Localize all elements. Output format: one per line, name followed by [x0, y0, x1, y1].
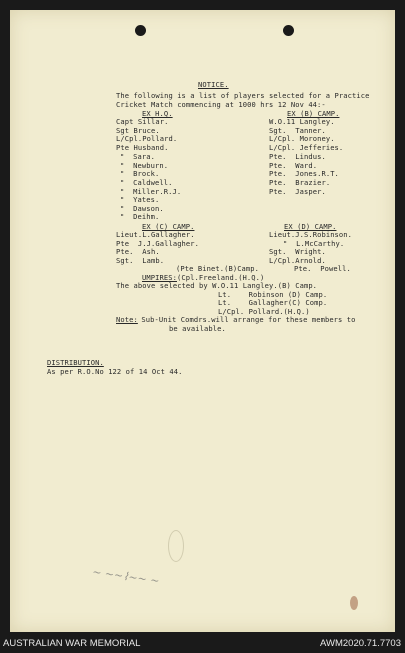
distribution-heading: DISTRIBUTION.	[47, 358, 104, 367]
d-camp-player: L/Cpl.Arnold.	[269, 256, 326, 265]
note-label: Note:	[116, 315, 138, 324]
c-camp-player: Lieut.L.Gallagher.	[116, 230, 195, 239]
selected-by-line: The above selected by W.O.11 Langley.(B) Camp.	[116, 281, 318, 290]
c-camp-player: Sgt. Lamb.	[116, 256, 165, 265]
b-camp-player: Pte. Brazier.	[269, 178, 331, 187]
b-camp-player: L/Cpl. Jefferies.	[269, 143, 344, 152]
hq-player: " Deihm.	[120, 212, 160, 221]
selector-line: L/Cpl. Pollard.(H.Q.)	[218, 307, 310, 316]
hq-player: " Brock.	[120, 169, 160, 178]
b-camp-header: EX (B) CAMP.	[287, 109, 340, 118]
binet-line: (Pte Binet.(B)Camp.	[176, 264, 260, 273]
hq-player: Pte Husband.	[116, 143, 169, 152]
b-camp-player: L/Cpl. Moroney.	[269, 134, 335, 143]
b-camp-player: Pte. Lindus.	[269, 152, 326, 161]
archive-footer	[0, 632, 405, 653]
c-camp-player: Pte. Ash.	[116, 247, 160, 256]
d-camp-player: Sgt. Wright.	[269, 247, 326, 256]
note-text: Sub-Unit Comdrs.will arrange for these members to	[137, 315, 356, 324]
archive-name: AUSTRALIAN WAR MEMORIAL	[3, 638, 141, 649]
umpires-text: (Cpl.Freeland.(H.Q.)	[177, 273, 265, 282]
document-page	[10, 10, 395, 632]
intro-line-2: Cricket Match commencing at 1000 hrs 12 Nov 44:-	[116, 100, 326, 109]
b-camp-player: Pte. Jones.R.T.	[269, 169, 339, 178]
d-camp-player: " L.McCarthy.	[283, 239, 345, 248]
intro-line-1: The following is a list of players selected for a Practice	[116, 91, 370, 100]
c-camp-header: EX (C) CAMP.	[142, 222, 195, 231]
ink-stain	[350, 596, 358, 610]
c-camp-player: Pte J.J.Gallagher.	[116, 239, 200, 248]
hq-player: Sgt Bruce.	[116, 126, 160, 135]
note-text: be available.	[169, 324, 226, 333]
selector-line: Lt. Robinson (D) Camp.	[218, 290, 328, 299]
distribution-text: As per R.O.No 122 of 14 Oct 44.	[47, 367, 183, 376]
handwritten-scribble: ~ ~~⌇~~ ~	[91, 565, 161, 588]
archive-id: AWM2020.71.7703	[320, 638, 401, 649]
hq-player: " Miller.R.J.	[120, 187, 182, 196]
hq-player: " Sara.	[120, 152, 155, 161]
d-camp-header: EX (D) CAMP.	[284, 222, 337, 231]
b-camp-player: Pte. Jasper.	[269, 187, 326, 196]
faint-smudge	[168, 530, 184, 562]
hq-player: " Caldwell.	[120, 178, 173, 187]
punch-hole-right	[283, 25, 294, 36]
umpires-label: UMPIRES:	[142, 273, 177, 282]
b-camp-player: W.O.11 Langley.	[269, 117, 335, 126]
hq-header: EX H.Q.	[142, 109, 173, 118]
hq-player: " Dawson.	[120, 204, 164, 213]
hq-player: " Yates.	[120, 195, 160, 204]
hq-player: Capt Sillar.	[116, 117, 169, 126]
b-camp-player: Sgt. Tanner.	[269, 126, 326, 135]
hq-player: " Newburn.	[120, 161, 169, 170]
notice-heading: NOTICE.	[198, 80, 229, 89]
d-camp-player: Lieut.J.S.Robinson.	[269, 230, 353, 239]
d-camp-player: Pte. Powell.	[294, 264, 351, 273]
b-camp-player: Pte. Ward.	[269, 161, 318, 170]
selector-line: Lt. Gallagher(C) Comp.	[218, 298, 328, 307]
punch-hole-left	[135, 25, 146, 36]
hq-player: L/Cpl.Pollard.	[116, 134, 178, 143]
